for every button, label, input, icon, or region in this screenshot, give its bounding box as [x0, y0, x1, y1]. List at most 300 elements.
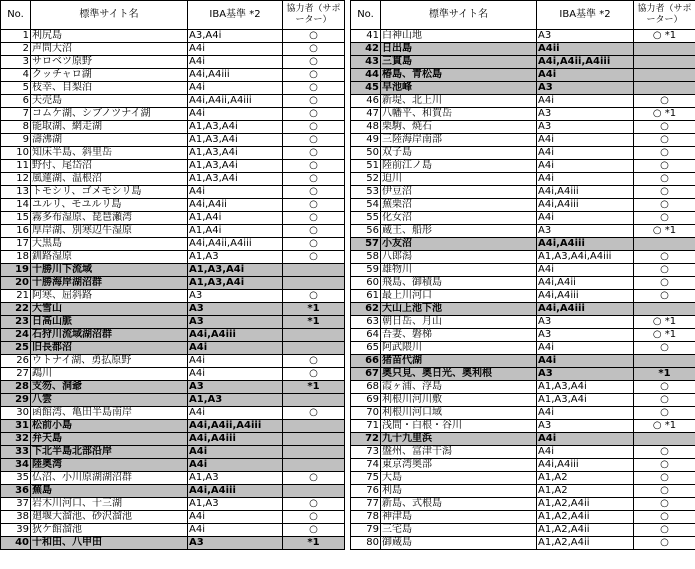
supporter-mark [634, 433, 695, 446]
supporter-mark: ○ [634, 381, 695, 394]
table-row [1, 407, 345, 420]
table-row [1, 355, 345, 368]
site-name: 阿寒、屈斜路 [31, 290, 188, 303]
table-row [351, 381, 695, 394]
row-number: 48 [351, 121, 381, 134]
table-row [1, 108, 345, 121]
iba-criteria: A3 [188, 537, 283, 550]
iba-criteria: A3 [537, 30, 634, 43]
table-row [1, 420, 345, 433]
supporter-mark [283, 329, 345, 342]
table-row [1, 95, 345, 108]
iba-criteria: A4i,A4ii [188, 199, 283, 212]
table-row [351, 186, 695, 199]
iba-criteria: A4i [537, 212, 634, 225]
supporter-mark: ○ [283, 238, 345, 251]
iba-criteria: A1,A4i [188, 212, 283, 225]
supporter-mark [283, 433, 345, 446]
site-name: コムケ湖、シブノツナイ湖 [31, 108, 188, 121]
table-row [1, 82, 345, 95]
table-row [351, 147, 695, 160]
table-header-row [1, 1, 345, 30]
table-row [351, 537, 695, 550]
row-number: 68 [351, 381, 381, 394]
iba-criteria: A1,A3 [188, 498, 283, 511]
table-row [351, 459, 695, 472]
iba-criteria: A1,A3 [188, 251, 283, 264]
table-row [351, 121, 695, 134]
table-row [351, 342, 695, 355]
supporter-mark: ○ [634, 537, 695, 550]
table-row [1, 212, 345, 225]
iba-criteria: A3 [537, 329, 634, 342]
iba-criteria: A1,A2 [537, 472, 634, 485]
site-name: 釧路湿原 [31, 251, 188, 264]
row-number: 21 [1, 290, 31, 303]
row-number: 31 [1, 420, 31, 433]
row-number: 39 [1, 524, 31, 537]
site-name: 陸奥湾 [31, 459, 188, 472]
site-name: 白神山地 [381, 30, 537, 43]
iba-criteria: A4i,A4iii [188, 485, 283, 498]
row-number: 15 [1, 212, 31, 225]
row-number: 5 [1, 82, 31, 95]
supporter-mark: ○ [283, 186, 345, 199]
header-supporter: 協力者（サポーター） [283, 1, 345, 30]
table-row [351, 485, 695, 498]
supporter-mark: ○ [283, 108, 345, 121]
site-name: 旧長都沼 [31, 342, 188, 355]
site-name: 十和田、八甲田 [31, 537, 188, 550]
site-name: 廻堰大溜池、砂沢溜池 [31, 511, 188, 524]
site-name: 蔵王、船形 [381, 225, 537, 238]
iba-criteria: A3 [537, 368, 634, 381]
supporter-mark: ○ [634, 342, 695, 355]
row-number: 47 [351, 108, 381, 121]
table-row [351, 511, 695, 524]
site-name: ユルリ、モユルリ島 [31, 199, 188, 212]
iba-criteria: A1,A3,A4i [188, 277, 283, 290]
site-name: 猪苗代湖 [381, 355, 537, 368]
row-number: 40 [1, 537, 31, 550]
site-name: 天売島 [31, 95, 188, 108]
table-row [1, 303, 345, 316]
table-row [351, 407, 695, 420]
row-number: 54 [351, 199, 381, 212]
supporter-mark: *1 [283, 537, 345, 550]
row-number: 60 [351, 277, 381, 290]
supporter-mark: ○ [283, 511, 345, 524]
table-row [1, 381, 345, 394]
table-row [351, 251, 695, 264]
site-name: 飛島、御積島 [381, 277, 537, 290]
row-number: 66 [351, 355, 381, 368]
row-number: 24 [1, 329, 31, 342]
row-number: 62 [351, 303, 381, 316]
row-number: 67 [351, 368, 381, 381]
site-name: 十勝川下流域 [31, 264, 188, 277]
supporter-mark: ○ [283, 30, 345, 43]
supporter-mark [634, 238, 695, 251]
table-row [351, 498, 695, 511]
iba-criteria: A4i,A4iii [188, 69, 283, 82]
row-number: 11 [1, 160, 31, 173]
table-row [351, 524, 695, 537]
table-row [351, 56, 695, 69]
iba-criteria: A4i,A4iii [188, 329, 283, 342]
row-number: 20 [1, 277, 31, 290]
row-number: 32 [1, 433, 31, 446]
table-row [351, 303, 695, 316]
header-supporter: 協力者（サポーター） [634, 1, 695, 30]
supporter-mark: ○ [283, 95, 345, 108]
site-name: 浅間・白根・谷川 [381, 420, 537, 433]
row-number: 44 [351, 69, 381, 82]
site-name: 濤沸湖 [31, 134, 188, 147]
iba-criteria: A1,A4i [188, 225, 283, 238]
site-name: 陸前江ノ島 [381, 160, 537, 173]
iba-criteria: A3 [188, 381, 283, 394]
supporter-mark: ○ [634, 212, 695, 225]
supporter-mark: ○ [634, 173, 695, 186]
site-name: 石狩川流域湖沼群 [31, 329, 188, 342]
supporter-mark: ○ [634, 121, 695, 134]
row-number: 52 [351, 173, 381, 186]
row-number: 25 [1, 342, 31, 355]
row-number: 4 [1, 69, 31, 82]
iba-criteria: A4i [188, 108, 283, 121]
table-row [351, 199, 695, 212]
supporter-mark: ○ *1 [634, 420, 695, 433]
site-name: 霞ヶ浦、浮島 [381, 381, 537, 394]
iba-criteria: A1,A3,A4i [188, 121, 283, 134]
supporter-mark [283, 394, 345, 407]
table-row [1, 264, 345, 277]
row-number: 19 [1, 264, 31, 277]
supporter-mark: *1 [634, 368, 695, 381]
iba-criteria: A3 [537, 316, 634, 329]
row-number: 53 [351, 186, 381, 199]
site-name: クッチャロ湖 [31, 69, 188, 82]
iba-criteria: A4i [537, 433, 634, 446]
iba-criteria: A4i [537, 407, 634, 420]
site-name: 神津島 [381, 511, 537, 524]
row-number: 30 [1, 407, 31, 420]
site-name: 早池峰 [381, 82, 537, 95]
iba-criteria: A4i [537, 147, 634, 160]
table-row [1, 511, 345, 524]
table-row [1, 368, 345, 381]
table-row [1, 485, 345, 498]
supporter-mark: ○ *1 [634, 108, 695, 121]
supporter-mark: ○ [283, 147, 345, 160]
supporter-mark [283, 459, 345, 472]
table-row [1, 446, 345, 459]
row-number: 8 [1, 121, 31, 134]
table-row [1, 394, 345, 407]
table-row [351, 316, 695, 329]
site-name: 吾妻、磐梯 [381, 329, 537, 342]
supporter-mark: *1 [283, 316, 345, 329]
table-row [1, 225, 345, 238]
row-number: 64 [351, 329, 381, 342]
table-row [351, 394, 695, 407]
site-name: 三貫島 [381, 56, 537, 69]
table-row [1, 43, 345, 56]
iba-criteria: A4i [188, 446, 283, 459]
site-name: 椿島、青松島 [381, 69, 537, 82]
header-iba-criteria: IBA基準 *2 [188, 1, 283, 30]
supporter-mark: ○ [283, 173, 345, 186]
site-name: ウトナイ湖、勇払原野 [31, 355, 188, 368]
header-no: No. [1, 1, 31, 30]
iba-criteria: A1,A3,A4i [188, 160, 283, 173]
iba-criteria: A1,A2 [537, 485, 634, 498]
row-number: 10 [1, 147, 31, 160]
iba-criteria: A3 [537, 225, 634, 238]
table-row [1, 251, 345, 264]
supporter-mark: ○ [634, 472, 695, 485]
table-row [351, 108, 695, 121]
iba-criteria: A4i [537, 355, 634, 368]
table-row [1, 186, 345, 199]
site-name: 厚岸湖、別寒辺牛湿原 [31, 225, 188, 238]
table-row [351, 472, 695, 485]
supporter-mark: ○ [283, 82, 345, 95]
site-name: 能取湖、網走湖 [31, 121, 188, 134]
row-number: 14 [1, 199, 31, 212]
table-row [1, 69, 345, 82]
iba-criteria: A4i [537, 134, 634, 147]
iba-criteria: A4ii [537, 43, 634, 56]
supporter-mark: ○ [634, 277, 695, 290]
site-table-left [0, 0, 345, 550]
table-row [1, 56, 345, 69]
site-name: 八雲 [31, 394, 188, 407]
site-name: 十勝海岸湖沼群 [31, 277, 188, 290]
supporter-mark: ○ [634, 147, 695, 160]
site-table-right [350, 0, 695, 550]
site-name: 奥只見、奥日光、奥利根 [381, 368, 537, 381]
site-name: 雄物川 [381, 264, 537, 277]
row-number: 22 [1, 303, 31, 316]
iba-criteria: A4i,A4ii,A4iii [188, 420, 283, 433]
iba-criteria: A4i [188, 82, 283, 95]
iba-criteria: A4i,A4iii [537, 459, 634, 472]
site-name: トモシリ、ゴメモシリ島 [31, 186, 188, 199]
supporter-mark: ○ [634, 394, 695, 407]
iba-criteria: A4i,A4ii [537, 277, 634, 290]
iba-criteria: A1,A3,A4i [188, 173, 283, 186]
supporter-mark: ○ [634, 290, 695, 303]
row-number: 49 [351, 134, 381, 147]
table-row [351, 43, 695, 56]
supporter-mark: ○ [283, 498, 345, 511]
site-name: 御蔵島 [381, 537, 537, 550]
site-name: 栗駒、焼石 [381, 121, 537, 134]
iba-criteria: A4i [188, 524, 283, 537]
table-row [1, 459, 345, 472]
table-row [1, 329, 345, 342]
site-name: 大山上池下池 [381, 303, 537, 316]
site-name: 盤州、富津干潟 [381, 446, 537, 459]
iba-criteria: A4i [537, 342, 634, 355]
row-number: 63 [351, 316, 381, 329]
iba-criteria: A4i,A4iii [537, 290, 634, 303]
iba-criteria: A1,A3,A4i [188, 264, 283, 277]
row-number: 37 [1, 498, 31, 511]
iba-criteria: A4i,A4iii [537, 303, 634, 316]
table-row [1, 342, 345, 355]
supporter-mark [283, 277, 345, 290]
iba-criteria: A1,A3,A4i,A4iii [537, 251, 634, 264]
iba-criteria: A4i [188, 43, 283, 56]
iba-criteria: A1,A2,A4ii [537, 498, 634, 511]
row-number: 42 [351, 43, 381, 56]
row-number: 58 [351, 251, 381, 264]
iba-criteria: A4i [188, 186, 283, 199]
row-number: 35 [1, 472, 31, 485]
site-name: 八幡平、和賀岳 [381, 108, 537, 121]
row-number: 75 [351, 472, 381, 485]
supporter-mark [283, 446, 345, 459]
row-number: 51 [351, 160, 381, 173]
supporter-mark: ○ [634, 199, 695, 212]
row-number: 16 [1, 225, 31, 238]
site-name: 新堤、北上川 [381, 95, 537, 108]
site-name: 三陸海岸南部 [381, 134, 537, 147]
iba-criteria: A4i,A4ii,A4iii [188, 238, 283, 251]
supporter-mark: ○ [283, 225, 345, 238]
header-iba-criteria: IBA基準 *2 [537, 1, 634, 30]
site-name: 伊豆沼 [381, 186, 537, 199]
site-name: 小友沼 [381, 238, 537, 251]
table-row [351, 225, 695, 238]
row-number: 57 [351, 238, 381, 251]
iba-criteria: A3 [537, 82, 634, 95]
site-name: 大雪山 [31, 303, 188, 316]
supporter-mark: ○ [634, 134, 695, 147]
supporter-mark: ○ [283, 290, 345, 303]
iba-criteria: A1,A3,A4i [188, 134, 283, 147]
row-number: 80 [351, 537, 381, 550]
supporter-mark [634, 43, 695, 56]
row-number: 73 [351, 446, 381, 459]
table-row [351, 368, 695, 381]
table-row [351, 290, 695, 303]
site-name: 九十九里浜 [381, 433, 537, 446]
table-row [351, 173, 695, 186]
row-number: 77 [351, 498, 381, 511]
row-number: 45 [351, 82, 381, 95]
supporter-mark: ○ [634, 95, 695, 108]
supporter-mark: ○ [634, 511, 695, 524]
supporter-mark [634, 355, 695, 368]
iba-criteria: A3 [188, 290, 283, 303]
supporter-mark: ○ [283, 199, 345, 212]
iba-criteria: A4i [188, 407, 283, 420]
supporter-mark [634, 69, 695, 82]
site-name: 狄ケ館溜池 [31, 524, 188, 537]
table-row [351, 69, 695, 82]
table-row [1, 238, 345, 251]
site-name: 蕪島 [31, 485, 188, 498]
iba-criteria: A4i,A4iii [537, 238, 634, 251]
row-number: 76 [351, 485, 381, 498]
iba-criteria: A4i [188, 56, 283, 69]
site-name: 利根川河口域 [381, 407, 537, 420]
row-number: 34 [1, 459, 31, 472]
iba-criteria: A4i,A4iii [537, 199, 634, 212]
iba-criteria: A3 [537, 121, 634, 134]
site-name: 東京湾奥部 [381, 459, 537, 472]
row-number: 72 [351, 433, 381, 446]
site-name: 弁天島 [31, 433, 188, 446]
iba-criteria: A4i,A4iii [537, 186, 634, 199]
row-number: 43 [351, 56, 381, 69]
supporter-mark: ○ [283, 121, 345, 134]
supporter-mark: ○ [634, 407, 695, 420]
supporter-mark: ○ [283, 251, 345, 264]
supporter-mark: ○ [283, 212, 345, 225]
row-number: 65 [351, 342, 381, 355]
site-name: 新島、式根島 [381, 498, 537, 511]
table-row [1, 199, 345, 212]
row-number: 41 [351, 30, 381, 43]
table-row [351, 277, 695, 290]
supporter-mark [634, 303, 695, 316]
iba-criteria: A4i [537, 95, 634, 108]
iba-criteria: A4i [537, 160, 634, 173]
table-header-row [351, 1, 695, 30]
row-number: 56 [351, 225, 381, 238]
supporter-mark [283, 485, 345, 498]
supporter-mark: ○ [283, 134, 345, 147]
supporter-mark: ○ [283, 407, 345, 420]
table-row [1, 160, 345, 173]
row-number: 7 [1, 108, 31, 121]
supporter-mark: ○ [634, 160, 695, 173]
iba-criteria: A4i [188, 511, 283, 524]
site-name: 枝幸、目梨泊 [31, 82, 188, 95]
row-number: 38 [1, 511, 31, 524]
table-row [351, 30, 695, 43]
table-row [1, 277, 345, 290]
supporter-mark: ○ [283, 69, 345, 82]
supporter-mark: ○ *1 [634, 329, 695, 342]
site-name: 松前小島 [31, 420, 188, 433]
iba-criteria: A4i [537, 446, 634, 459]
table-row [351, 446, 695, 459]
row-number: 50 [351, 147, 381, 160]
supporter-mark [283, 420, 345, 433]
table-row [1, 30, 345, 43]
table-row [351, 95, 695, 108]
table-row [351, 433, 695, 446]
supporter-mark: ○ [283, 472, 345, 485]
table-row [1, 316, 345, 329]
supporter-mark: ○ *1 [634, 316, 695, 329]
site-name: 知床半島、斜里岳 [31, 147, 188, 160]
row-number: 71 [351, 420, 381, 433]
iba-criteria: A4i [188, 342, 283, 355]
site-name: 大島 [381, 472, 537, 485]
iba-criteria: A1,A3 [188, 394, 283, 407]
iba-criteria: A3 [188, 316, 283, 329]
row-number: 69 [351, 394, 381, 407]
table-row [351, 134, 695, 147]
row-number: 26 [1, 355, 31, 368]
